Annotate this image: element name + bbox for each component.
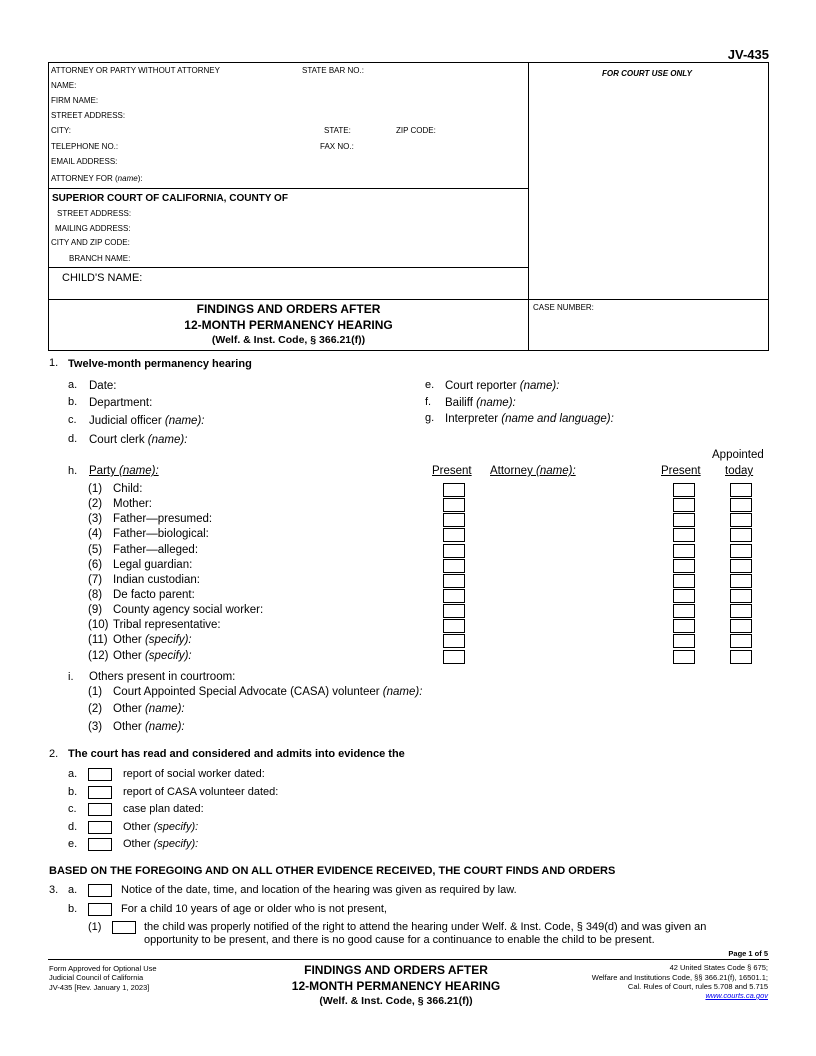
- attorney-present-checkbox[interactable]: [673, 589, 695, 603]
- attorney-present-checkbox[interactable]: [673, 574, 695, 588]
- form-title-line2: 12-MONTH PERMANENCY HEARING: [184, 318, 393, 332]
- item-1i-letter: i.: [68, 671, 74, 683]
- state-label: STATE:: [324, 126, 351, 135]
- evidence-checkbox[interactable]: [88, 768, 112, 781]
- section1-heading: Twelve-month permanency hearing: [68, 358, 252, 370]
- state-bar-label: STATE BAR NO.:: [302, 66, 364, 75]
- item-1f-bailiff: Bailiff (name):: [445, 397, 516, 409]
- appointed-today-checkbox[interactable]: [730, 604, 752, 618]
- footer-left-2: Judicial Council of California: [49, 973, 144, 982]
- party-num: (8): [88, 589, 103, 601]
- case-number-label: CASE NUMBER:: [533, 303, 594, 312]
- col-appointed-line2: today: [725, 465, 754, 477]
- findings-heading: BASED ON THE FOREGOING AND ON ALL OTHER EVIDENCE RECEIVED, THE COURT FINDS AND ORDERS: [49, 865, 616, 877]
- city-zip-label: CITY AND ZIP CODE:: [51, 238, 130, 247]
- section2-heading: The court has read and considered and admits into evidence the: [68, 748, 405, 760]
- item-3b1-num: (1): [88, 921, 102, 933]
- footer-rule: [48, 959, 769, 960]
- item-1i3-other: Other (name):: [113, 721, 185, 733]
- fax-label: FAX NO.:: [320, 142, 354, 151]
- attorney-present-checkbox[interactable]: [673, 650, 695, 664]
- party-label: De facto parent:: [113, 589, 195, 601]
- page-number: Page 1 of 5: [728, 949, 768, 958]
- party-num: (3): [88, 513, 103, 525]
- item-1e-court-reporter: Court reporter (name):: [445, 380, 560, 392]
- mailing-address-label: MAILING ADDRESS:: [55, 224, 131, 233]
- firm-name-label: FIRM NAME:: [51, 96, 99, 105]
- appointed-today-checkbox[interactable]: [730, 559, 752, 573]
- evidence-text: case plan dated:: [123, 803, 204, 815]
- form-title-line3: (Welf. & Inst. Code, § 366.21(f)): [211, 334, 366, 346]
- party-present-checkbox[interactable]: [443, 513, 465, 527]
- item-letter: a.: [68, 768, 78, 780]
- evidence-checkbox[interactable]: [88, 838, 112, 851]
- item-1i1-casa: Court Appointed Special Advocate (CASA) volunteer (name):: [113, 686, 423, 698]
- party-present-checkbox[interactable]: [443, 528, 465, 542]
- party-label: Father—biological:: [113, 528, 209, 540]
- party-present-checkbox[interactable]: [443, 619, 465, 633]
- party-label: Mother:: [113, 498, 152, 510]
- name-label: NAME:: [51, 81, 77, 90]
- section1-number: 1.: [49, 357, 59, 369]
- footer-right-2: Welfare and Institutions Code, §§ 366.21(f), 16501.1;: [591, 973, 768, 982]
- item-1b-letter: b.: [68, 396, 78, 408]
- party-num: (1): [88, 483, 103, 495]
- evidence-text: report of CASA volunteer dated:: [123, 786, 279, 798]
- party-label: Tribal representative:: [113, 619, 221, 631]
- form-id: JV-435: [727, 47, 769, 62]
- item-3b1-line1: the child was properly notified of the right to attend the hearing under Welf. & Inst. Code, § 349(d) and was given an: [144, 921, 707, 933]
- item-1i3-num: (3): [88, 721, 103, 733]
- appointed-today-checkbox[interactable]: [730, 513, 752, 527]
- party-label: Father—presumed:: [113, 513, 213, 525]
- item-1i1-num: (1): [88, 686, 103, 698]
- party-present-checkbox[interactable]: [443, 604, 465, 618]
- appointed-today-checkbox[interactable]: [730, 544, 752, 558]
- party-present-checkbox[interactable]: [443, 650, 465, 664]
- evidence-checkbox[interactable]: [88, 786, 112, 799]
- party-label: Child:: [113, 483, 143, 495]
- childs-name-label: CHILD'S NAME:: [62, 272, 143, 284]
- footer-title-3: (Welf. & Inst. Code, § 366.21(f)): [319, 995, 473, 1007]
- item-letter: b.: [68, 786, 78, 798]
- party-label: County agency social worker:: [113, 604, 264, 616]
- col-party-header: Party (name):: [89, 465, 159, 477]
- footer-title-1: FINDINGS AND ORDERS AFTER: [304, 963, 488, 977]
- appointed-today-checkbox[interactable]: [730, 619, 752, 633]
- attorney-present-checkbox[interactable]: [673, 619, 695, 633]
- party-present-checkbox[interactable]: [443, 544, 465, 558]
- party-num: (7): [88, 574, 103, 586]
- evidence-text: Other (specify):: [123, 838, 199, 850]
- appointed-today-checkbox[interactable]: [730, 650, 752, 664]
- col-attorney-header: Attorney (name):: [490, 465, 576, 477]
- attorney-present-checkbox[interactable]: [673, 559, 695, 573]
- attorney-present-checkbox[interactable]: [673, 498, 695, 512]
- party-num: (2): [88, 498, 103, 510]
- email-label: EMAIL ADDRESS:: [51, 157, 118, 166]
- street-address-label: STREET ADDRESS:: [51, 111, 126, 120]
- item-1d-court-clerk: Court clerk (name):: [89, 434, 188, 446]
- attorney-for-label: ATTORNEY FOR (name):: [51, 174, 143, 183]
- attorney-present-checkbox[interactable]: [673, 604, 695, 618]
- appointed-today-checkbox[interactable]: [730, 528, 752, 542]
- party-present-checkbox[interactable]: [443, 498, 465, 512]
- party-label: Indian custodian:: [113, 574, 200, 586]
- appointed-today-checkbox[interactable]: [730, 589, 752, 603]
- col-appointed-line1: Appointed: [712, 449, 764, 461]
- item-letter: c.: [68, 803, 77, 815]
- child-10-checkbox[interactable]: [88, 903, 112, 916]
- section2-number: 2.: [49, 748, 59, 760]
- header-hdivider-1: [48, 188, 529, 189]
- form-title-line1: FINDINGS AND ORDERS AFTER: [196, 302, 381, 316]
- header-hdivider-2: [48, 267, 529, 268]
- item-1i-others-present: Others present in courtroom:: [89, 671, 236, 683]
- item-1h-letter: h.: [68, 465, 78, 477]
- party-present-checkbox[interactable]: [443, 574, 465, 588]
- item-1c-judicial-officer: Judicial officer (name):: [89, 415, 205, 427]
- notice-checkbox[interactable]: [88, 884, 112, 897]
- party-num: (12): [88, 650, 109, 662]
- attorney-present-checkbox[interactable]: [673, 528, 695, 542]
- evidence-text: Other (specify):: [123, 821, 199, 833]
- item-3b-text: For a child 10 years of age or older who is not present,: [121, 903, 387, 915]
- item-1d-letter: d.: [68, 433, 78, 445]
- party-num: (5): [88, 544, 103, 556]
- zip-label: ZIP CODE:: [396, 126, 436, 135]
- item-letter: e.: [68, 838, 78, 850]
- party-present-checkbox[interactable]: [443, 559, 465, 573]
- item-1c-letter: c.: [68, 414, 77, 426]
- party-present-checkbox[interactable]: [443, 483, 465, 497]
- attorney-present-checkbox[interactable]: [673, 634, 695, 648]
- court-use-only-label: FOR COURT USE ONLY: [602, 69, 692, 78]
- item-1i2-other: Other (name):: [113, 703, 185, 715]
- evidence-text: report of social worker dated:: [123, 768, 265, 780]
- evidence-checkbox[interactable]: [88, 803, 112, 816]
- item-1e-letter: e.: [425, 379, 435, 391]
- footer-title-2: 12-MONTH PERMANENCY HEARING: [291, 979, 501, 993]
- footer-right-3: Cal. Rules of Court, rules 5.708 and 5.715: [627, 982, 768, 991]
- attorney-present-checkbox[interactable]: [673, 544, 695, 558]
- party-num: (11): [88, 634, 108, 646]
- attorney-or-party-label: ATTORNEY OR PARTY WITHOUT ATTORNEY: [51, 66, 220, 75]
- attorney-present-checkbox[interactable]: [673, 513, 695, 527]
- item-1a-date: Date:: [89, 380, 117, 392]
- superior-court-label: SUPERIOR COURT OF CALIFORNIA, COUNTY OF: [52, 193, 288, 204]
- item-1g-interpreter: Interpreter (name and language):: [445, 413, 614, 425]
- item-1g-letter: g.: [425, 412, 435, 424]
- party-present-checkbox[interactable]: [443, 634, 465, 648]
- party-present-checkbox[interactable]: [443, 589, 465, 603]
- party-label: Other (specify):: [113, 634, 192, 646]
- party-label: Legal guardian:: [113, 559, 193, 571]
- appointed-today-checkbox[interactable]: [730, 574, 752, 588]
- party-num: (10): [88, 619, 109, 631]
- item-1a-letter: a.: [68, 379, 78, 391]
- appointed-today-checkbox[interactable]: [730, 634, 752, 648]
- city-label: CITY:: [51, 126, 72, 135]
- footer-left-1: Form Approved for Optional Use: [49, 964, 157, 973]
- evidence-checkbox[interactable]: [88, 821, 112, 834]
- courts-website-link[interactable]: www.courts.ca.gov: [705, 991, 768, 1000]
- appointed-today-checkbox[interactable]: [730, 483, 752, 497]
- attorney-present-checkbox[interactable]: [673, 483, 695, 497]
- item-3a-text: Notice of the date, time, and location of the hearing was given as required by law.: [121, 884, 517, 896]
- court-street-label: STREET ADDRESS:: [57, 209, 132, 218]
- party-num: (4): [88, 528, 103, 540]
- footer-right-1: 42 United States Code § 675;: [669, 963, 768, 972]
- item-1b-department: Department:: [89, 397, 153, 409]
- telephone-label: TELEPHONE NO.:: [51, 142, 119, 151]
- item-3b-letter: b.: [68, 903, 78, 915]
- item-3b1-line2: opportunity to be present, and there is no good cause for a continuance to enable the child to be present.: [144, 934, 655, 946]
- party-label: Other (specify):: [113, 650, 192, 662]
- col-present2-header: Present: [661, 465, 701, 477]
- footer-left-3: JV-435 [Rev. January 1, 2023]: [49, 983, 150, 992]
- item-1i2-num: (2): [88, 703, 103, 715]
- appointed-today-checkbox[interactable]: [730, 498, 752, 512]
- section3-number: 3.: [49, 884, 59, 896]
- party-label: Father—alleged:: [113, 544, 199, 556]
- party-num: (9): [88, 604, 103, 616]
- child-notified-checkbox[interactable]: [112, 921, 136, 934]
- item-1f-letter: f.: [425, 396, 432, 408]
- branch-name-label: BRANCH NAME:: [69, 254, 131, 263]
- col-present-header: Present: [432, 465, 472, 477]
- party-num: (6): [88, 559, 103, 571]
- item-letter: d.: [68, 821, 78, 833]
- item-3a-letter: a.: [68, 884, 78, 896]
- header-hdivider-3: [48, 299, 769, 300]
